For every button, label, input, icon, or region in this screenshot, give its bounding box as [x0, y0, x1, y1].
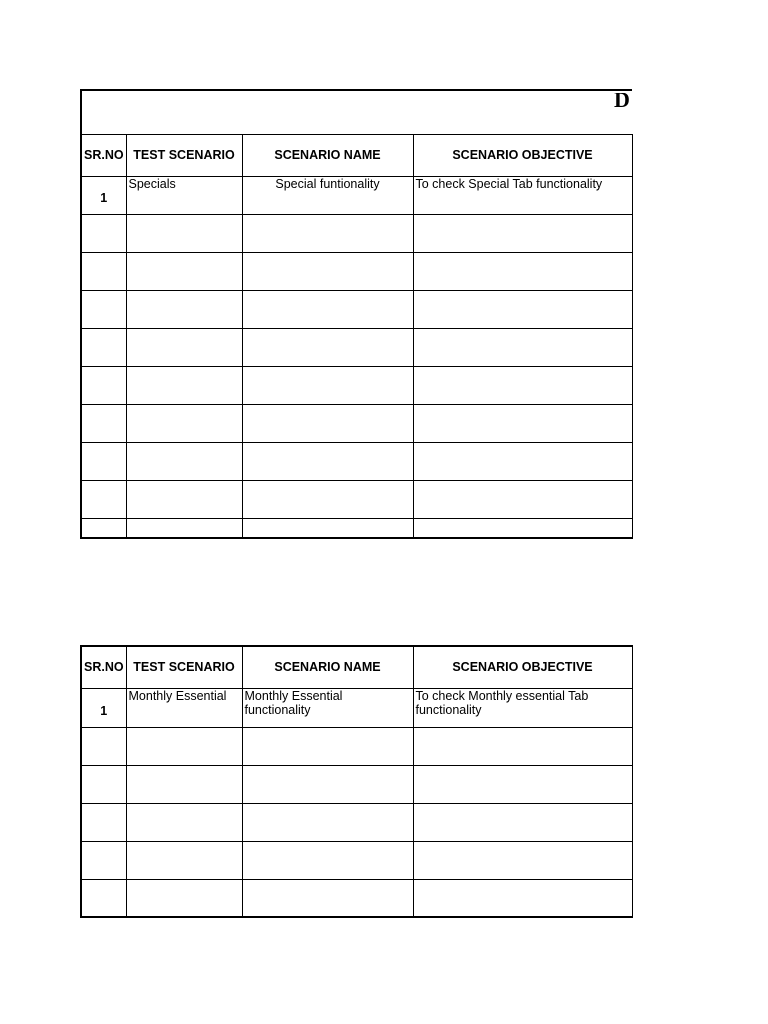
empty-row: [81, 480, 632, 518]
empty-row: [81, 442, 632, 480]
empty-row: [81, 765, 632, 803]
row-scenario-objective: To check Special Tab functionality: [413, 176, 632, 214]
header-srno: SR.NO: [81, 134, 126, 176]
row-scenario-objective: To check Monthly essential Tab functionality: [413, 688, 632, 727]
empty-row: [81, 841, 632, 879]
empty-row: [81, 252, 632, 290]
empty-row: [81, 404, 632, 442]
header-scenario-name: SCENARIO NAME: [242, 134, 413, 176]
row-test-scenario: Specials: [126, 176, 242, 214]
scenario-table-monthly-essential: [80, 645, 633, 918]
sheet-title-cell: [81, 90, 632, 134]
empty-row: [81, 214, 632, 252]
empty-row: [81, 366, 632, 404]
empty-row: [81, 803, 632, 841]
table-row: [81, 688, 632, 727]
scenario-table-specials: [80, 89, 633, 539]
header-test-scenario: TEST SCENARIO: [126, 134, 242, 176]
empty-row: [81, 328, 632, 366]
row-scenario-name: Monthly Essential functionality: [242, 688, 413, 727]
row-srno: 1: [81, 688, 126, 727]
empty-row: [81, 290, 632, 328]
header-scenario-objective: SCENARIO OBJECTIVE: [413, 134, 632, 176]
empty-row: [81, 879, 632, 917]
header-scenario-name: SCENARIO NAME: [242, 646, 413, 688]
row-test-scenario: Monthly Essential: [126, 688, 242, 727]
table-row: [81, 176, 632, 214]
sheet-title: D: [614, 93, 630, 107]
header-srno: SR.NO: [81, 646, 126, 688]
header-scenario-objective: SCENARIO OBJECTIVE: [413, 646, 632, 688]
row-scenario-name: Special funtionality: [242, 176, 413, 214]
header-test-scenario: TEST SCENARIO: [126, 646, 242, 688]
empty-row: [81, 518, 632, 538]
row-srno: 1: [81, 176, 126, 214]
empty-row: [81, 727, 632, 765]
